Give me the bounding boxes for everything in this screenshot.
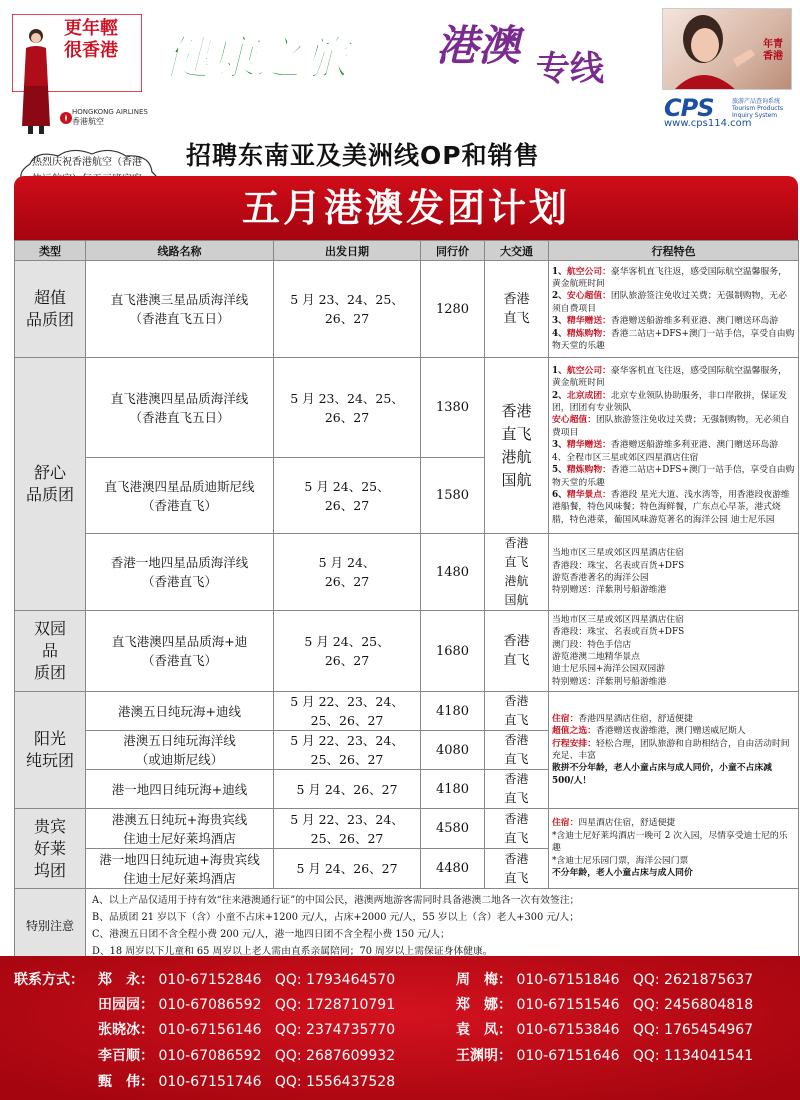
route-cell — [86, 534, 274, 611]
contact-qq[interactable]: QQ: 2621875637 — [632, 972, 754, 988]
departure-dates: 5 月 23、24、25、 26、27 — [290, 390, 404, 425]
feature-key: 精华赠送： — [566, 440, 611, 451]
transport-cell — [485, 261, 549, 358]
features-cell — [549, 534, 799, 611]
route-cell — [86, 731, 274, 770]
group-type — [15, 611, 86, 692]
hk-macau-line-slogan — [430, 14, 670, 94]
feature-key: 安心超值： — [566, 291, 611, 302]
group-type-label: 双园 品 质团 — [33, 619, 66, 682]
col-header-transport: 大交通 — [485, 241, 549, 261]
group-type-label: 阳光 纯玩团 — [25, 729, 74, 770]
contact-name: 周 梅： — [456, 972, 512, 988]
transport-cell — [485, 809, 549, 849]
contact-phone[interactable]: 010-67086592 — [158, 997, 262, 1013]
feature-key: 航空公司： — [566, 266, 611, 277]
feature-text: 四星酒店住宿，舒适便捷 — [578, 818, 676, 829]
price-cell — [421, 770, 485, 809]
health-tour-slogan — [160, 16, 420, 96]
contact-entry — [456, 994, 753, 1014]
feature-num: 4、 — [552, 328, 567, 339]
departure-dates: 5 月 24、25、 26、27 — [304, 634, 390, 668]
group-type — [15, 358, 86, 611]
contact-phone[interactable]: 010-67153846 — [516, 1022, 620, 1038]
transport: 香港 直飞 港航 国航 — [501, 401, 532, 489]
date-cell — [274, 458, 421, 534]
contact-qq[interactable]: QQ: 2374735770 — [274, 1022, 396, 1038]
date-cell — [274, 534, 421, 611]
contact-phone[interactable]: 010-67151846 — [516, 972, 620, 988]
contact-phone[interactable]: 010-67151546 — [516, 997, 620, 1013]
contact-qq[interactable]: QQ: 1728710791 — [274, 997, 396, 1013]
feature-text: 香港段：珠宝、名表或百货+DFS — [552, 627, 685, 638]
route-name: 直飞港澳三星品质海洋线 （香港直飞五日） — [110, 292, 249, 326]
route-name: 港一地四日纯玩海+迪线 — [111, 781, 248, 797]
features-cell — [549, 261, 799, 358]
route-name: 港澳五日纯玩+海贵宾线 住迪士尼好莱坞酒店 — [111, 811, 248, 846]
feature-text: 香港二站店+DFS+澳门一站手信，享受自由购物天堂的乐趣 — [552, 328, 795, 352]
features-cell — [549, 692, 799, 809]
photo-caption-2: 香港 — [763, 51, 783, 62]
cps-tagline-cn: 旅游产品查询系统 — [732, 98, 781, 105]
trade-price: 1580 — [435, 488, 470, 503]
route-name: 香港一地四星品质海洋线 （香港直飞） — [110, 555, 249, 589]
recruitment-headline: 招聘东南亚及美洲线OP和销售 — [186, 141, 540, 170]
flight-attendant-icon — [16, 26, 56, 136]
contact-phone[interactable]: 010-67151646 — [516, 1048, 620, 1064]
hongkong-airlines-logo — [12, 12, 148, 132]
feature-num: 1、 — [552, 266, 567, 277]
trade-price: 4180 — [435, 703, 470, 719]
col-header-route: 线路名称 — [86, 241, 274, 261]
feature-num: 3、 — [552, 316, 567, 327]
departure-dates: 5 月 23、24、25、 26、27 — [290, 292, 404, 326]
transport: 香港 直飞 — [504, 694, 529, 727]
table-row — [15, 692, 799, 731]
feature-key: 精华景点： — [566, 489, 611, 500]
photo-caption-1: 年青 — [763, 39, 783, 50]
price-cell — [421, 809, 485, 849]
celebration-note: 热烈庆祝香港航空（香港 — [32, 157, 142, 168]
feature-text: *含迪士尼好莱坞酒店一晚可 2 次入园，尽情享受迪士尼的乐趣 — [552, 830, 788, 854]
photo-caption — [763, 39, 783, 63]
price-cell — [421, 692, 485, 731]
cps-logo-text: CPS — [664, 94, 714, 122]
feature-text: 特别赠送：洋紫荆号船游维港 — [552, 676, 667, 687]
group-type — [15, 261, 86, 358]
trade-price: 4480 — [435, 861, 470, 876]
departure-dates: 5 月 24、25、 26、27 — [304, 478, 390, 513]
table-row — [15, 809, 799, 849]
route-name: 直飞港澳四星品质迪斯尼线 （香港直飞） — [104, 478, 255, 513]
feature-text: 迪士尼乐园+海洋公园双园游 — [552, 664, 665, 675]
feature-text: 4、全程市区三星或郊区四星酒店住宿 — [552, 452, 699, 463]
slogan-hm-sub: 专线 — [536, 49, 604, 89]
feature-text: 香港二站店+DFS+澳门一站手信，享受自由购物天堂的乐趣 — [552, 465, 795, 488]
features-cell — [549, 809, 799, 889]
cps-tagline — [732, 98, 796, 119]
route-name: 港澳五日纯玩海+迪线 — [118, 703, 241, 719]
table-row — [15, 261, 799, 358]
features-cell — [549, 358, 799, 534]
feature-num: 1、 — [552, 365, 567, 376]
airline-name — [72, 108, 152, 126]
feature-key: 行程安排： — [552, 738, 596, 749]
table-row — [15, 358, 799, 458]
trade-price: 1480 — [435, 564, 470, 580]
cps-logo — [664, 94, 794, 129]
price-cell — [421, 458, 485, 534]
date-cell — [274, 611, 421, 692]
transport-cell — [485, 358, 549, 534]
feature-text: *含迪士尼乐园门票，海洋公园门票 — [552, 855, 689, 866]
route-name: 直飞港澳四星品质海+迪 （香港直飞） — [111, 634, 248, 668]
feature-text: 澳门段：特色手信店 — [552, 639, 632, 650]
date-cell — [274, 358, 421, 458]
transport: 香港 直飞 — [504, 851, 529, 885]
note-item: D、18 周岁以下儿童和 65 周岁以上老人需由直系亲属陪同；70 周岁以上需保证身体健康。 — [92, 945, 493, 957]
slogan-line-2: 很香港 — [64, 40, 118, 61]
departure-dates: 5 月 22、23、24、 25、26、27 — [290, 694, 404, 728]
route-cell — [86, 611, 274, 692]
contact-qq[interactable]: QQ: 1793464570 — [274, 972, 396, 988]
trade-price: 1680 — [435, 643, 470, 659]
group-type — [15, 692, 86, 809]
group-type-label: 超值 品质团 — [25, 288, 74, 329]
price-cell — [421, 611, 485, 692]
date-cell — [274, 261, 421, 358]
note-item: B、品质团 21 岁以下（含）小童不占床+1200 元/人，占床+2000 元/人，55 岁以上（含）老人+300 元/人； — [92, 911, 580, 923]
contact-label: 联系方式： — [14, 972, 84, 988]
contact-name: 郑 永： — [98, 972, 154, 988]
price-cell — [421, 849, 485, 889]
trade-price: 1380 — [435, 400, 470, 415]
feature-key: 北京成团： — [566, 390, 611, 401]
slogan-line-1: 更年輕 — [64, 18, 118, 39]
contact-entry — [98, 1045, 395, 1065]
contact-qq[interactable]: QQ: 2456804818 — [632, 997, 754, 1013]
feature-text: 当地市区三星或郊区四星酒店住宿 — [552, 548, 684, 559]
transport: 香港 直飞 — [504, 733, 529, 766]
notes-cell — [86, 889, 799, 963]
contact-name: 张晓冰： — [98, 1022, 154, 1038]
feature-num: 5、 — [552, 465, 567, 476]
trade-price: 4080 — [435, 742, 470, 758]
contact-entry — [98, 994, 395, 1014]
feature-num: 2、 — [552, 291, 567, 302]
contact-name: 王渊明： — [456, 1048, 512, 1064]
group-type-label: 贵宾 好莱 坞团 — [33, 816, 66, 880]
feature-num: 6、 — [552, 489, 567, 500]
feature-text: 散拼不分年龄，老人小童占床与成人同价，小童不占床减 500/人！ — [552, 763, 772, 786]
tour-plan-table — [14, 240, 799, 963]
contact-qq[interactable]: QQ: 1556437528 — [274, 1074, 396, 1090]
feature-key: 住宿： — [552, 818, 579, 829]
feature-text: 团队旅游签注免收过关费；无强制购物，无必须自费项目 — [552, 291, 787, 314]
feature-text: 轻松合理，团队旅游和自助相结合，自由活动时间充足、丰富 — [552, 738, 790, 761]
slogan-health-text: 健康之旅 — [164, 31, 348, 85]
feature-key: 超值之选： — [552, 726, 596, 737]
route-name: 直飞港澳四星品质海洋线 （香港直飞五日） — [110, 390, 249, 425]
feature-key: 安心超值： — [552, 415, 596, 426]
departure-dates: 5 月 24、26、27 — [296, 781, 398, 797]
departure-dates: 5 月 24、 26、27 — [318, 555, 376, 589]
trade-price: 4580 — [435, 821, 470, 836]
col-header-date: 出发日期 — [274, 241, 421, 261]
transport-cell — [485, 611, 549, 692]
feature-text: 香港四星酒店住宿，舒适便捷 — [578, 713, 693, 724]
feature-key: 住宿： — [552, 713, 579, 724]
contact-entry — [456, 1019, 753, 1039]
contact-phone[interactable]: 010-67086592 — [158, 1048, 262, 1064]
page-title: 五月港澳发团计划 — [241, 186, 570, 230]
departure-dates: 5 月 22、23、24、 25、26、27 — [290, 733, 404, 767]
date-cell — [274, 731, 421, 770]
contact-name: 郑 娜： — [456, 997, 512, 1013]
contact-qq[interactable]: QQ: 1765454967 — [632, 1022, 754, 1038]
slogan-hm-main: 港澳 — [436, 21, 521, 70]
airline-name-en: HONGKONG AIRLINES — [72, 108, 148, 116]
transport: 香港 直飞 — [503, 634, 530, 668]
price-cell — [421, 261, 485, 358]
table-row — [15, 611, 799, 692]
price-cell — [421, 731, 485, 770]
feature-text: 香港段：珠宝、名表或百货+DFS — [552, 560, 685, 571]
contact-phone[interactable]: 010-67151746 — [158, 1074, 262, 1090]
transport-cell — [485, 534, 549, 611]
col-header-features: 行程特色 — [549, 241, 799, 261]
transport: 香港 直飞 — [504, 772, 529, 805]
route-cell — [86, 458, 274, 534]
contact-name: 李百顺： — [98, 1048, 154, 1064]
contact-entry — [98, 969, 395, 989]
price-cell — [421, 358, 485, 458]
route-cell — [86, 261, 274, 358]
feature-text: 游览港澳二地精华景点 — [552, 652, 640, 662]
feature-text: 香港段 星光大道、浅水湾等，用香港段夜游维港船餐，特色风味餐；特色海鲜餐，广东点心早茶，港式烧腊，特色港菜，葡国风味游览著名的海洋公园 迪士尼乐园 — [552, 489, 790, 525]
table-header-row — [15, 241, 799, 261]
price-cell — [421, 534, 485, 611]
contact-name: 甄 伟： — [98, 1074, 154, 1090]
contact-entry — [98, 1071, 395, 1091]
route-cell — [86, 358, 274, 458]
contact-entry — [456, 969, 753, 989]
feature-text: 不分年龄，老人小童占床与成人同价 — [552, 868, 693, 879]
feature-text: 游览香港著名的海洋公园 — [552, 573, 649, 583]
route-name: 港澳五日纯玩海洋线 （或迪斯尼线） — [123, 733, 236, 767]
contact-name: 田园园： — [98, 997, 154, 1013]
transport-cell — [485, 770, 549, 809]
feature-key: 精炼购物： — [566, 328, 611, 339]
date-cell — [274, 849, 421, 889]
table-row — [15, 534, 799, 611]
col-header-type: 类型 — [15, 241, 86, 261]
route-cell — [86, 770, 274, 809]
feature-text: 豪华客机直飞往返，感受国际航空温馨服务，黄金航班时间 — [552, 365, 787, 389]
date-cell — [274, 692, 421, 731]
feature-num: 2、 — [552, 390, 567, 401]
feature-text: 当地市区三星或郊区四星酒店住宿 — [552, 614, 684, 625]
feature-key: 精炼购物： — [566, 465, 611, 476]
col-header-price: 同行价 — [421, 241, 485, 261]
transport: 香港 直飞 — [503, 292, 530, 326]
group-type-label: 舒心 品质团 — [25, 463, 74, 504]
cps-tagline-en: Tourism Products Inquiry System — [732, 105, 784, 119]
trade-price: 1280 — [435, 301, 470, 317]
transport-cell — [485, 849, 549, 889]
route-cell — [86, 809, 274, 849]
departure-dates: 5 月 24、26、27 — [296, 861, 398, 876]
route-cell — [86, 849, 274, 889]
notes-label: 特别注意 — [15, 889, 86, 963]
feature-text: 香港赠送船游维多利亚港、澳门赠送环岛游 — [610, 440, 779, 451]
transport-cell — [485, 692, 549, 731]
feature-text: 香港赠送夜游维港，澳门赠送威尼斯人 — [596, 726, 746, 737]
contact-phone[interactable]: 010-67156146 — [158, 1022, 262, 1038]
feature-num: 3、 — [552, 440, 567, 451]
date-cell — [274, 770, 421, 809]
note-item: A、以上产品仅适用于持有效“往来港澳通行证”的中国公民，港澳两地游客需同时具备港澳二地各一次有效签注； — [92, 894, 580, 906]
transport-cell — [485, 731, 549, 770]
trade-price: 4180 — [435, 781, 470, 797]
contact-qq[interactable]: QQ: 1134041541 — [632, 1048, 754, 1064]
airline-slogan — [64, 18, 144, 62]
contact-name: 袁 凤： — [456, 1022, 512, 1038]
notes-row — [15, 889, 799, 963]
group-type — [15, 809, 86, 889]
feature-text: 香港赠送船游维多利亚港、澳门赠送环岛游 — [610, 316, 779, 327]
bauhinia-icon — [60, 112, 72, 124]
contact-entry — [456, 1045, 753, 1065]
departure-dates: 5 月 22、23、24、 25、26、27 — [290, 811, 404, 846]
feature-text: 北京专业领队协助服务，非口岸散拼，保证发团，团团有专业领队 — [552, 390, 787, 414]
contact-qq[interactable]: QQ: 2687609932 — [274, 1048, 396, 1064]
promo-photo — [662, 8, 792, 90]
transport: 香港 直飞 — [504, 811, 529, 845]
note-item: C、港澳五日团不含全程小费 200 元/人，港一地四日团不含全程小费 150 元/人； — [92, 928, 450, 940]
features-cell — [549, 611, 799, 692]
contact-entry — [98, 1019, 395, 1039]
feature-text: 团队旅游签注免收过关费；无强制购物，无必须自费项目 — [552, 415, 790, 438]
route-cell — [86, 692, 274, 731]
contact-phone[interactable]: 010-67152846 — [158, 972, 262, 988]
airline-name-cn: 香港航空 — [72, 117, 104, 126]
feature-text: 豪华客机直飞往返，感受国际航空温馨服务，黄金航班时间 — [552, 266, 787, 289]
route-name: 港一地四日纯玩迪+海贵宾线 住迪士尼好莱坞酒店 — [99, 851, 260, 886]
feature-text: 特别赠送：洋紫荆号船游维港 — [552, 585, 667, 596]
feature-key: 精华赠送： — [566, 316, 611, 327]
date-cell — [274, 809, 421, 849]
cps-url: www.cps114.com — [664, 118, 752, 129]
feature-key: 航空公司： — [566, 365, 611, 376]
transport: 香港 直飞 港航 国航 — [504, 536, 529, 607]
